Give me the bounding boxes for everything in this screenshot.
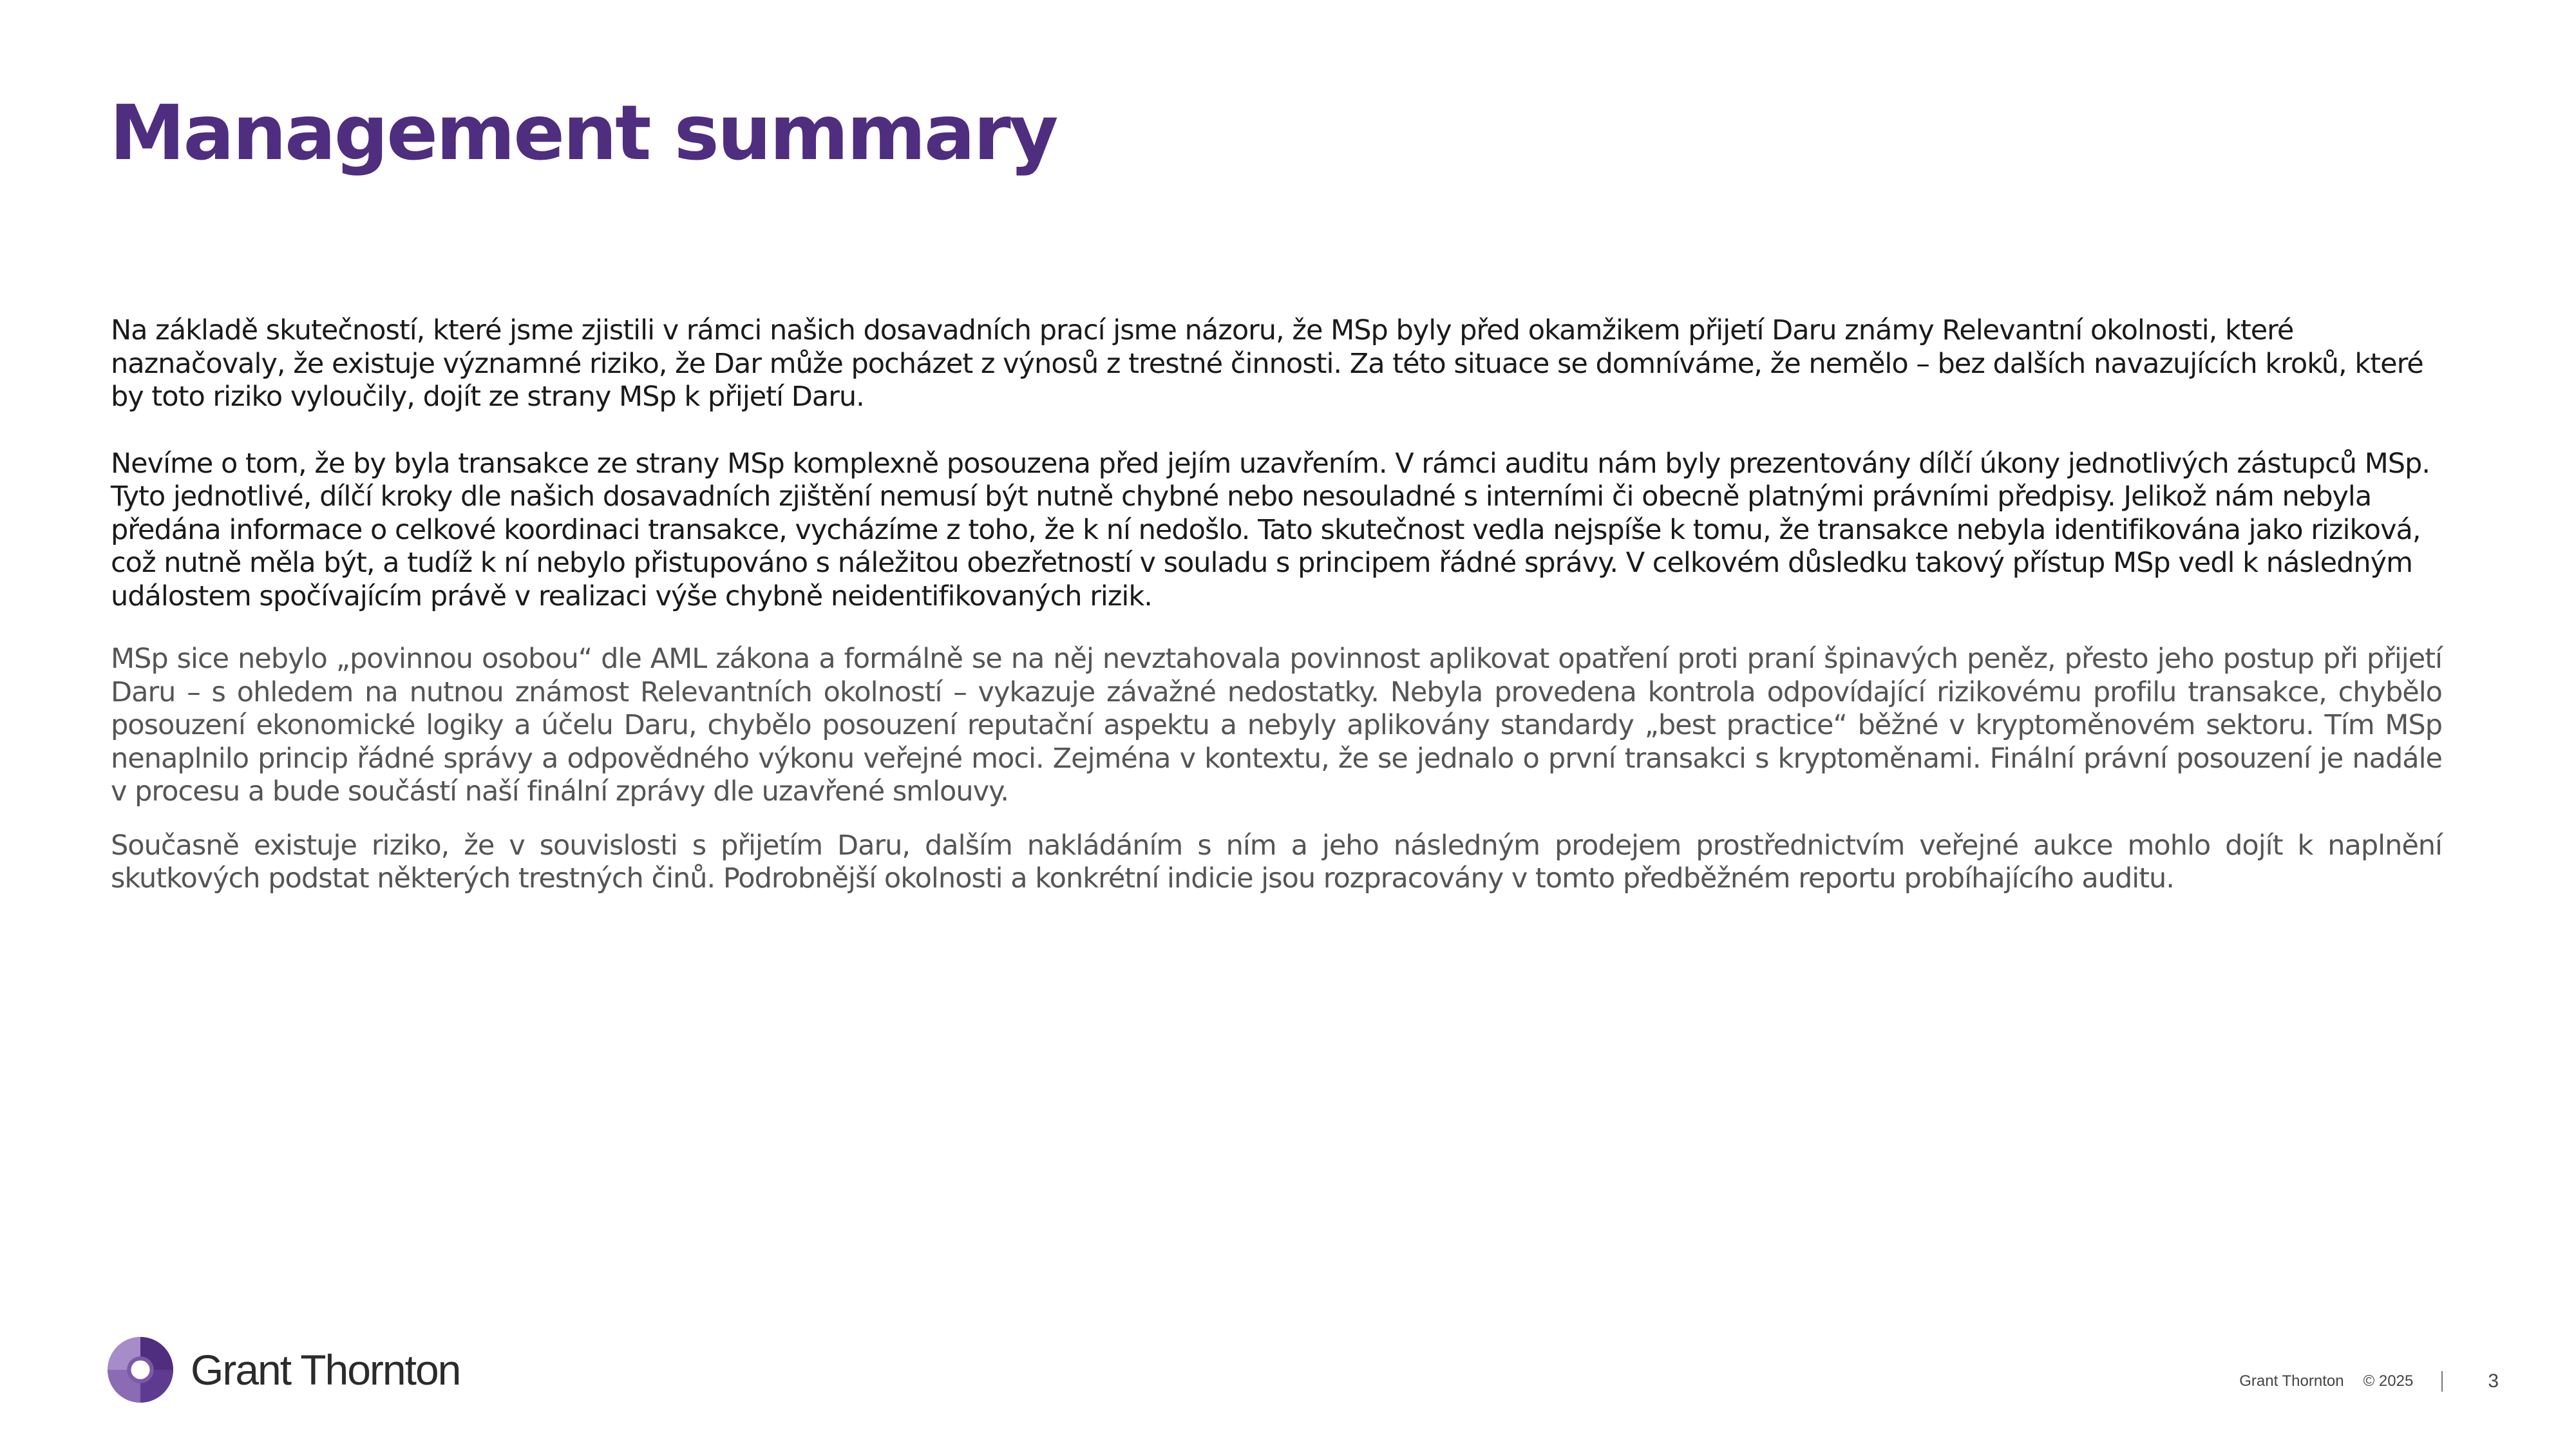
footer-company: Grant Thornton <box>2239 1372 2344 1390</box>
page-number: 3 <box>2488 1370 2499 1392</box>
footer-divider <box>2441 1371 2443 1392</box>
summary-paragraph-3: MSp sice nebylo „povinnou osobou“ dle AML zákona a formálně se na něj nevztahovala povinnost aplikovat opatření proti praní špinavých peněz, přesto jeho postup při přijetí Daru – s ohledem na nutnou známost Relevantních okolností – vykazuje závažné nedostatky. Nebyla provedena kontrola odpovídající rizikovému profilu transakce, chybělo posouzení ekonomické logiky a účelu Daru, chybělo posouzení reputační aspektu a nebyly aplikovány standardy „best practice“ běžné v kryptoměnovém sektoru. Tím MSp nenaplnilo princip řádné správy a odpovědného výkonu veřejné moci. Zejména v kontextu, že se jednalo o první transakci s kryptoměnami. Finální právní posouzení je nadále v procesu a bude součástí naší finální zprávy dle uzavřené smlouvy. <box>111 643 2442 808</box>
company-logo <box>107 1336 460 1403</box>
footer <box>2239 1370 2499 1392</box>
summary-paragraph-4: Současně existuje riziko, že v souvislosti s přijetím Daru, dalším nakládáním s ním a jeho následným prodejem prostřednictvím veřejné aukce mohlo dojít k naplnění skutkových podstat některých trestných činů. Podrobnější okolnosti a konkrétní indicie jsou rozpracovány v tomto předběžném reportu probíhajícího auditu. <box>111 829 2442 895</box>
logo-wordmark: Grant Thornton <box>191 1346 460 1394</box>
summary-paragraph-2: Nevíme o tom, že by byla transakce ze strany MSp komplexně posouzena před jejím uzavřením. V rámci auditu nám byly prezentovány dílčí úkony jednotlivých zástupců MSp. Tyto jednotlivé, dílčí kroky dle našich dosavadních zjištění nemusí být nutně chybné nebo nesouladné s interními či obecně platnými právními předpisy. Jelikož nám nebyla předána informace o celkové koordinaci transakce, vycházíme z toho, že k ní nedošlo. Tato skutečnost vedla nejspíše k tomu, že transakce nebyla identifikována jako riziková, což nutně měla být, a tudíž k ní nebylo přistupováno s náležitou obezřetností v souladu s principem řádné správy. V celkovém důsledku takový přístup MSp vedl k následným událostem spočívajícím právě v realizaci výše chybně neidentifikovaných rizik. <box>111 447 2430 612</box>
summary-paragraph-1: Na základě skutečností, které jsme zjistili v rámci našich dosavadních prací jsme názoru, že MSp byly před okamžikem přijetí Daru známy Relevantní okolnosti, které naznačovaly, že existuje významné riziko, že Dar může pocházet z výnosů z trestné činnosti. Za této situace se domníváme, že nemělo – bez dalších navazujících kroků, které by toto riziko vyloučily, dojít ze strany MSp k přijetí Daru. <box>111 314 2423 413</box>
footer-copyright: © 2025 <box>2363 1372 2414 1390</box>
page-title: Management summary <box>109 88 1057 177</box>
summary-body <box>111 314 2442 896</box>
grant-thornton-swirl-icon <box>107 1336 174 1403</box>
